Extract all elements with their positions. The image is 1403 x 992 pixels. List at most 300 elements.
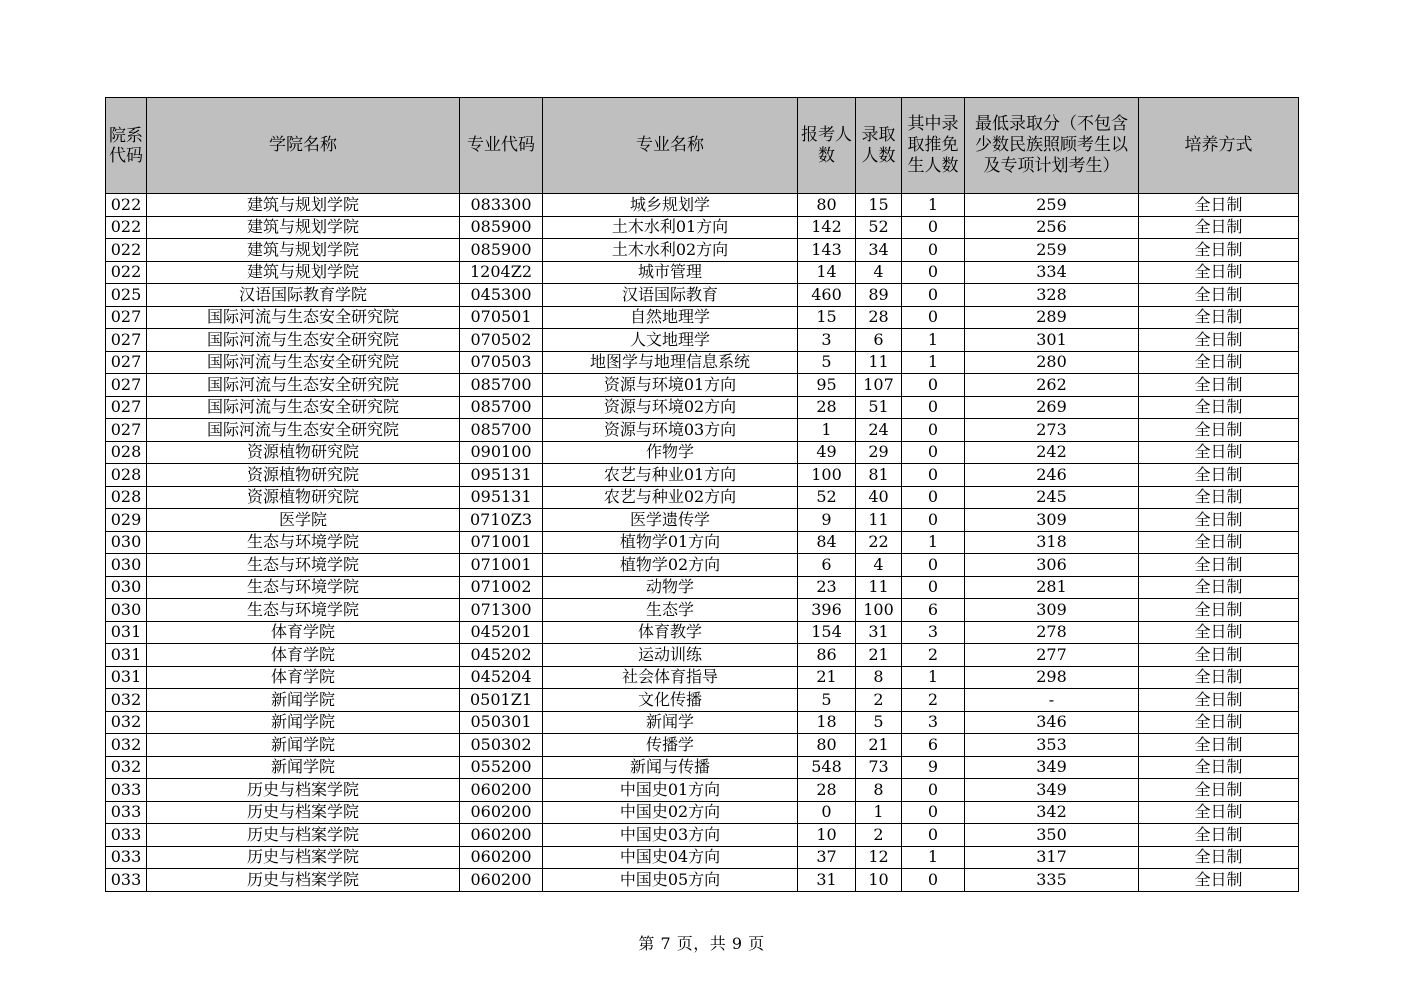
- cell-major-name: 运动训练: [543, 644, 798, 667]
- cell-applicants: 31: [798, 869, 856, 892]
- cell-applicants: 100: [798, 464, 856, 487]
- cell-applicants: 5: [798, 689, 856, 712]
- cell-applicants: 21: [798, 666, 856, 689]
- cell-dept-code: 027: [106, 374, 147, 397]
- cell-mode: 全日制: [1139, 351, 1299, 374]
- cell-min-score: 309: [965, 509, 1139, 532]
- cell-dept-code: 032: [106, 689, 147, 712]
- table-row: [106, 509, 1299, 532]
- table-row: [106, 734, 1299, 757]
- cell-applicants: 143: [798, 239, 856, 262]
- cell-mode: 全日制: [1139, 869, 1299, 892]
- cell-min-score: 334: [965, 261, 1139, 284]
- cell-admitted: 73: [856, 756, 902, 779]
- cell-min-score: 328: [965, 284, 1139, 307]
- cell-major-code: 060200: [460, 801, 543, 824]
- cell-admitted: 4: [856, 554, 902, 577]
- cell-mode: 全日制: [1139, 554, 1299, 577]
- cell-college: 资源植物研究院: [147, 486, 460, 509]
- cell-major-code: 085900: [460, 239, 543, 262]
- cell-major-name: 城乡规划学: [543, 194, 798, 217]
- cell-dept-code: 030: [106, 576, 147, 599]
- header-mode: 培养方式: [1139, 98, 1299, 194]
- table-row: [106, 666, 1299, 689]
- cell-major-name: 文化传播: [543, 689, 798, 712]
- cell-major-code: 083300: [460, 194, 543, 217]
- header-major-code: 专业代码: [460, 98, 543, 194]
- table-row: [106, 869, 1299, 892]
- cell-applicants: 18: [798, 711, 856, 734]
- cell-applicants: 52: [798, 486, 856, 509]
- cell-exempt: 0: [902, 824, 965, 847]
- cell-college: 国际河流与生态安全研究院: [147, 329, 460, 352]
- table-row: [106, 689, 1299, 712]
- header-major-name: 专业名称: [543, 98, 798, 194]
- cell-min-score: 349: [965, 756, 1139, 779]
- cell-min-score: 245: [965, 486, 1139, 509]
- cell-major-code: 045300: [460, 284, 543, 307]
- cell-min-score: 346: [965, 711, 1139, 734]
- cell-admitted: 11: [856, 576, 902, 599]
- cell-dept-code: 030: [106, 554, 147, 577]
- cell-admitted: 24: [856, 419, 902, 442]
- cell-mode: 全日制: [1139, 599, 1299, 622]
- cell-admitted: 51: [856, 396, 902, 419]
- cell-major-name: 新闻学: [543, 711, 798, 734]
- cell-admitted: 29: [856, 441, 902, 464]
- cell-major-name: 土木水利01方向: [543, 216, 798, 239]
- cell-applicants: 23: [798, 576, 856, 599]
- cell-college: 新闻学院: [147, 711, 460, 734]
- cell-major-name: 社会体育指导: [543, 666, 798, 689]
- cell-dept-code: 028: [106, 464, 147, 487]
- cell-major-code: 090100: [460, 441, 543, 464]
- cell-min-score: 246: [965, 464, 1139, 487]
- cell-dept-code: 025: [106, 284, 147, 307]
- cell-major-name: 人文地理学: [543, 329, 798, 352]
- cell-min-score: 281: [965, 576, 1139, 599]
- header-college: 学院名称: [147, 98, 460, 194]
- header-exempt: 其中录取推免生人数: [902, 98, 965, 194]
- cell-exempt: 0: [902, 441, 965, 464]
- table-row: [106, 779, 1299, 802]
- cell-applicants: 80: [798, 194, 856, 217]
- cell-admitted: 12: [856, 846, 902, 869]
- cell-dept-code: 032: [106, 756, 147, 779]
- cell-min-score: 335: [965, 869, 1139, 892]
- cell-major-code: 085900: [460, 216, 543, 239]
- cell-min-score: 259: [965, 194, 1139, 217]
- cell-college: 生态与环境学院: [147, 576, 460, 599]
- cell-major-code: 0501Z1: [460, 689, 543, 712]
- cell-dept-code: 027: [106, 351, 147, 374]
- cell-major-code: 045201: [460, 621, 543, 644]
- cell-major-code: 085700: [460, 419, 543, 442]
- cell-dept-code: 031: [106, 621, 147, 644]
- cell-major-name: 植物学01方向: [543, 531, 798, 554]
- cell-min-score: 309: [965, 599, 1139, 622]
- cell-college: 建筑与规划学院: [147, 239, 460, 262]
- cell-applicants: 80: [798, 734, 856, 757]
- cell-mode: 全日制: [1139, 329, 1299, 352]
- cell-exempt: 1: [902, 329, 965, 352]
- cell-admitted: 6: [856, 329, 902, 352]
- cell-major-name: 植物学02方向: [543, 554, 798, 577]
- cell-admitted: 2: [856, 824, 902, 847]
- cell-college: 生态与环境学院: [147, 531, 460, 554]
- cell-college: 历史与档案学院: [147, 779, 460, 802]
- cell-min-score: 273: [965, 419, 1139, 442]
- cell-major-name: 中国史02方向: [543, 801, 798, 824]
- cell-college: 历史与档案学院: [147, 801, 460, 824]
- cell-major-code: 050302: [460, 734, 543, 757]
- cell-admitted: 5: [856, 711, 902, 734]
- cell-admitted: 1: [856, 801, 902, 824]
- cell-major-name: 中国史05方向: [543, 869, 798, 892]
- table-row: [106, 486, 1299, 509]
- cell-exempt: 0: [902, 374, 965, 397]
- cell-min-score: 317: [965, 846, 1139, 869]
- cell-min-score: 342: [965, 801, 1139, 824]
- cell-applicants: 37: [798, 846, 856, 869]
- table-row: [106, 374, 1299, 397]
- cell-major-code: 045204: [460, 666, 543, 689]
- cell-admitted: 81: [856, 464, 902, 487]
- cell-college: 新闻学院: [147, 734, 460, 757]
- cell-applicants: 6: [798, 554, 856, 577]
- cell-major-name: 地图学与地理信息系统: [543, 351, 798, 374]
- cell-exempt: 6: [902, 734, 965, 757]
- cell-major-code: 095131: [460, 486, 543, 509]
- cell-applicants: 49: [798, 441, 856, 464]
- cell-mode: 全日制: [1139, 779, 1299, 802]
- cell-dept-code: 028: [106, 441, 147, 464]
- cell-admitted: 89: [856, 284, 902, 307]
- cell-exempt: 0: [902, 464, 965, 487]
- cell-min-score: 256: [965, 216, 1139, 239]
- cell-college: 国际河流与生态安全研究院: [147, 374, 460, 397]
- cell-college: 国际河流与生态安全研究院: [147, 306, 460, 329]
- cell-exempt: 1: [902, 531, 965, 554]
- cell-mode: 全日制: [1139, 824, 1299, 847]
- cell-applicants: 86: [798, 644, 856, 667]
- cell-mode: 全日制: [1139, 284, 1299, 307]
- cell-major-code: 070503: [460, 351, 543, 374]
- cell-admitted: 11: [856, 351, 902, 374]
- cell-dept-code: 033: [106, 824, 147, 847]
- cell-mode: 全日制: [1139, 756, 1299, 779]
- cell-min-score: 318: [965, 531, 1139, 554]
- cell-dept-code: 033: [106, 869, 147, 892]
- cell-major-name: 中国史04方向: [543, 846, 798, 869]
- cell-major-name: 土木水利02方向: [543, 239, 798, 262]
- cell-admitted: 11: [856, 509, 902, 532]
- cell-applicants: 154: [798, 621, 856, 644]
- table-row: [106, 711, 1299, 734]
- header-admitted: 录取人数: [856, 98, 902, 194]
- cell-major-code: 071300: [460, 599, 543, 622]
- cell-major-name: 作物学: [543, 441, 798, 464]
- cell-exempt: 0: [902, 554, 965, 577]
- cell-major-code: 085700: [460, 374, 543, 397]
- cell-major-code: 071002: [460, 576, 543, 599]
- cell-exempt: 0: [902, 801, 965, 824]
- cell-major-name: 中国史01方向: [543, 779, 798, 802]
- cell-applicants: 142: [798, 216, 856, 239]
- cell-dept-code: 028: [106, 486, 147, 509]
- cell-applicants: 3: [798, 329, 856, 352]
- cell-mode: 全日制: [1139, 531, 1299, 554]
- cell-admitted: 100: [856, 599, 902, 622]
- cell-dept-code: 027: [106, 306, 147, 329]
- cell-admitted: 107: [856, 374, 902, 397]
- cell-exempt: 9: [902, 756, 965, 779]
- table-row: [106, 441, 1299, 464]
- cell-college: 国际河流与生态安全研究院: [147, 419, 460, 442]
- cell-min-score: 353: [965, 734, 1139, 757]
- cell-exempt: 0: [902, 216, 965, 239]
- admission-table: [105, 97, 1299, 892]
- cell-applicants: 28: [798, 779, 856, 802]
- cell-dept-code: 027: [106, 396, 147, 419]
- cell-applicants: 0: [798, 801, 856, 824]
- cell-college: 新闻学院: [147, 689, 460, 712]
- cell-major-name: 汉语国际教育: [543, 284, 798, 307]
- cell-major-code: 055200: [460, 756, 543, 779]
- cell-admitted: 21: [856, 734, 902, 757]
- table-row: [106, 621, 1299, 644]
- cell-applicants: 5: [798, 351, 856, 374]
- cell-dept-code: 032: [106, 711, 147, 734]
- cell-exempt: 1: [902, 666, 965, 689]
- cell-mode: 全日制: [1139, 261, 1299, 284]
- cell-admitted: 2: [856, 689, 902, 712]
- cell-college: 国际河流与生态安全研究院: [147, 396, 460, 419]
- cell-college: 历史与档案学院: [147, 846, 460, 869]
- cell-major-name: 生态学: [543, 599, 798, 622]
- cell-dept-code: 022: [106, 261, 147, 284]
- cell-min-score: 259: [965, 239, 1139, 262]
- cell-major-code: 071001: [460, 554, 543, 577]
- cell-major-name: 自然地理学: [543, 306, 798, 329]
- cell-dept-code: 027: [106, 329, 147, 352]
- cell-college: 建筑与规划学院: [147, 216, 460, 239]
- cell-exempt: 0: [902, 869, 965, 892]
- cell-min-score: 301: [965, 329, 1139, 352]
- cell-mode: 全日制: [1139, 441, 1299, 464]
- cell-major-code: 060200: [460, 824, 543, 847]
- cell-major-name: 传播学: [543, 734, 798, 757]
- cell-college: 历史与档案学院: [147, 869, 460, 892]
- cell-mode: 全日制: [1139, 666, 1299, 689]
- cell-min-score: 278: [965, 621, 1139, 644]
- cell-admitted: 8: [856, 779, 902, 802]
- cell-applicants: 10: [798, 824, 856, 847]
- cell-college: 建筑与规划学院: [147, 261, 460, 284]
- cell-college: 生态与环境学院: [147, 554, 460, 577]
- table-row: [106, 396, 1299, 419]
- cell-exempt: 1: [902, 846, 965, 869]
- cell-exempt: 3: [902, 711, 965, 734]
- table-row: [106, 554, 1299, 577]
- cell-dept-code: 030: [106, 531, 147, 554]
- table-row: [106, 239, 1299, 262]
- cell-mode: 全日制: [1139, 644, 1299, 667]
- cell-major-code: 050301: [460, 711, 543, 734]
- cell-exempt: 2: [902, 644, 965, 667]
- header-row: [106, 98, 1299, 194]
- cell-major-code: 070501: [460, 306, 543, 329]
- cell-applicants: 460: [798, 284, 856, 307]
- cell-major-name: 体育教学: [543, 621, 798, 644]
- cell-mode: 全日制: [1139, 419, 1299, 442]
- cell-mode: 全日制: [1139, 216, 1299, 239]
- cell-applicants: 9: [798, 509, 856, 532]
- cell-exempt: 1: [902, 351, 965, 374]
- cell-exempt: 0: [902, 396, 965, 419]
- cell-mode: 全日制: [1139, 194, 1299, 217]
- cell-major-name: 中国史03方向: [543, 824, 798, 847]
- table-row: [106, 261, 1299, 284]
- cell-major-code: 095131: [460, 464, 543, 487]
- cell-min-score: 269: [965, 396, 1139, 419]
- table-body: [106, 194, 1299, 892]
- header-dept-code: 院系代码: [106, 98, 147, 194]
- cell-major-name: 农艺与种业02方向: [543, 486, 798, 509]
- cell-admitted: 10: [856, 869, 902, 892]
- cell-exempt: 0: [902, 306, 965, 329]
- cell-college: 生态与环境学院: [147, 599, 460, 622]
- table-row: [106, 284, 1299, 307]
- cell-dept-code: 029: [106, 509, 147, 532]
- cell-major-code: 085700: [460, 396, 543, 419]
- cell-mode: 全日制: [1139, 621, 1299, 644]
- cell-admitted: 31: [856, 621, 902, 644]
- cell-admitted: 40: [856, 486, 902, 509]
- cell-dept-code: 033: [106, 779, 147, 802]
- cell-applicants: 15: [798, 306, 856, 329]
- cell-dept-code: 033: [106, 846, 147, 869]
- cell-admitted: 28: [856, 306, 902, 329]
- cell-major-code: 060200: [460, 846, 543, 869]
- cell-mode: 全日制: [1139, 509, 1299, 532]
- cell-major-name: 城市管理: [543, 261, 798, 284]
- table-row: [106, 846, 1299, 869]
- cell-exempt: 0: [902, 779, 965, 802]
- table-row: [106, 419, 1299, 442]
- table-row: [106, 194, 1299, 217]
- cell-college: 建筑与规划学院: [147, 194, 460, 217]
- cell-mode: 全日制: [1139, 846, 1299, 869]
- cell-mode: 全日制: [1139, 464, 1299, 487]
- cell-major-code: 070502: [460, 329, 543, 352]
- table-row: [106, 464, 1299, 487]
- cell-applicants: 95: [798, 374, 856, 397]
- cell-applicants: 396: [798, 599, 856, 622]
- table-row: [106, 531, 1299, 554]
- cell-min-score: 277: [965, 644, 1139, 667]
- cell-college: 体育学院: [147, 621, 460, 644]
- cell-major-code: 1204Z2: [460, 261, 543, 284]
- table-row: [106, 306, 1299, 329]
- cell-dept-code: 030: [106, 599, 147, 622]
- table-row: [106, 644, 1299, 667]
- cell-admitted: 34: [856, 239, 902, 262]
- table-row: [106, 576, 1299, 599]
- cell-mode: 全日制: [1139, 689, 1299, 712]
- table-row: [106, 801, 1299, 824]
- cell-min-score: 289: [965, 306, 1139, 329]
- cell-major-code: 0710Z3: [460, 509, 543, 532]
- cell-mode: 全日制: [1139, 374, 1299, 397]
- cell-college: 资源植物研究院: [147, 441, 460, 464]
- cell-exempt: 0: [902, 419, 965, 442]
- header-min-score: 最低录取分（不包含少数民族照顾考生以及专项计划考生）: [965, 98, 1139, 194]
- cell-applicants: 14: [798, 261, 856, 284]
- cell-min-score: 349: [965, 779, 1139, 802]
- cell-applicants: 1: [798, 419, 856, 442]
- cell-admitted: 52: [856, 216, 902, 239]
- cell-min-score: 262: [965, 374, 1139, 397]
- cell-admitted: 22: [856, 531, 902, 554]
- cell-min-score: 350: [965, 824, 1139, 847]
- cell-dept-code: 022: [106, 194, 147, 217]
- cell-min-score: 306: [965, 554, 1139, 577]
- cell-mode: 全日制: [1139, 486, 1299, 509]
- cell-min-score: -: [965, 689, 1139, 712]
- cell-admitted: 15: [856, 194, 902, 217]
- table-row: [106, 329, 1299, 352]
- header-applicants: 报考人数: [798, 98, 856, 194]
- cell-major-name: 农艺与种业01方向: [543, 464, 798, 487]
- cell-college: 体育学院: [147, 644, 460, 667]
- table-row: [106, 824, 1299, 847]
- cell-exempt: 3: [902, 621, 965, 644]
- table-row: [106, 216, 1299, 239]
- cell-college: 新闻学院: [147, 756, 460, 779]
- cell-mode: 全日制: [1139, 801, 1299, 824]
- cell-dept-code: 033: [106, 801, 147, 824]
- cell-mode: 全日制: [1139, 711, 1299, 734]
- cell-exempt: 0: [902, 486, 965, 509]
- cell-applicants: 84: [798, 531, 856, 554]
- cell-major-code: 060200: [460, 869, 543, 892]
- cell-major-name: 资源与环境03方向: [543, 419, 798, 442]
- cell-exempt: 6: [902, 599, 965, 622]
- cell-exempt: 1: [902, 194, 965, 217]
- cell-admitted: 8: [856, 666, 902, 689]
- cell-dept-code: 032: [106, 734, 147, 757]
- cell-major-code: 045202: [460, 644, 543, 667]
- cell-major-name: 动物学: [543, 576, 798, 599]
- cell-dept-code: 022: [106, 239, 147, 262]
- cell-major-name: 医学遗传学: [543, 509, 798, 532]
- cell-mode: 全日制: [1139, 396, 1299, 419]
- cell-admitted: 21: [856, 644, 902, 667]
- cell-mode: 全日制: [1139, 306, 1299, 329]
- cell-major-name: 资源与环境02方向: [543, 396, 798, 419]
- cell-major-code: 071001: [460, 531, 543, 554]
- table-row: [106, 756, 1299, 779]
- cell-major-name: 新闻与传播: [543, 756, 798, 779]
- cell-college: 资源植物研究院: [147, 464, 460, 487]
- cell-exempt: 0: [902, 284, 965, 307]
- cell-mode: 全日制: [1139, 576, 1299, 599]
- cell-min-score: 280: [965, 351, 1139, 374]
- cell-exempt: 0: [902, 509, 965, 532]
- cell-exempt: 2: [902, 689, 965, 712]
- cell-dept-code: 022: [106, 216, 147, 239]
